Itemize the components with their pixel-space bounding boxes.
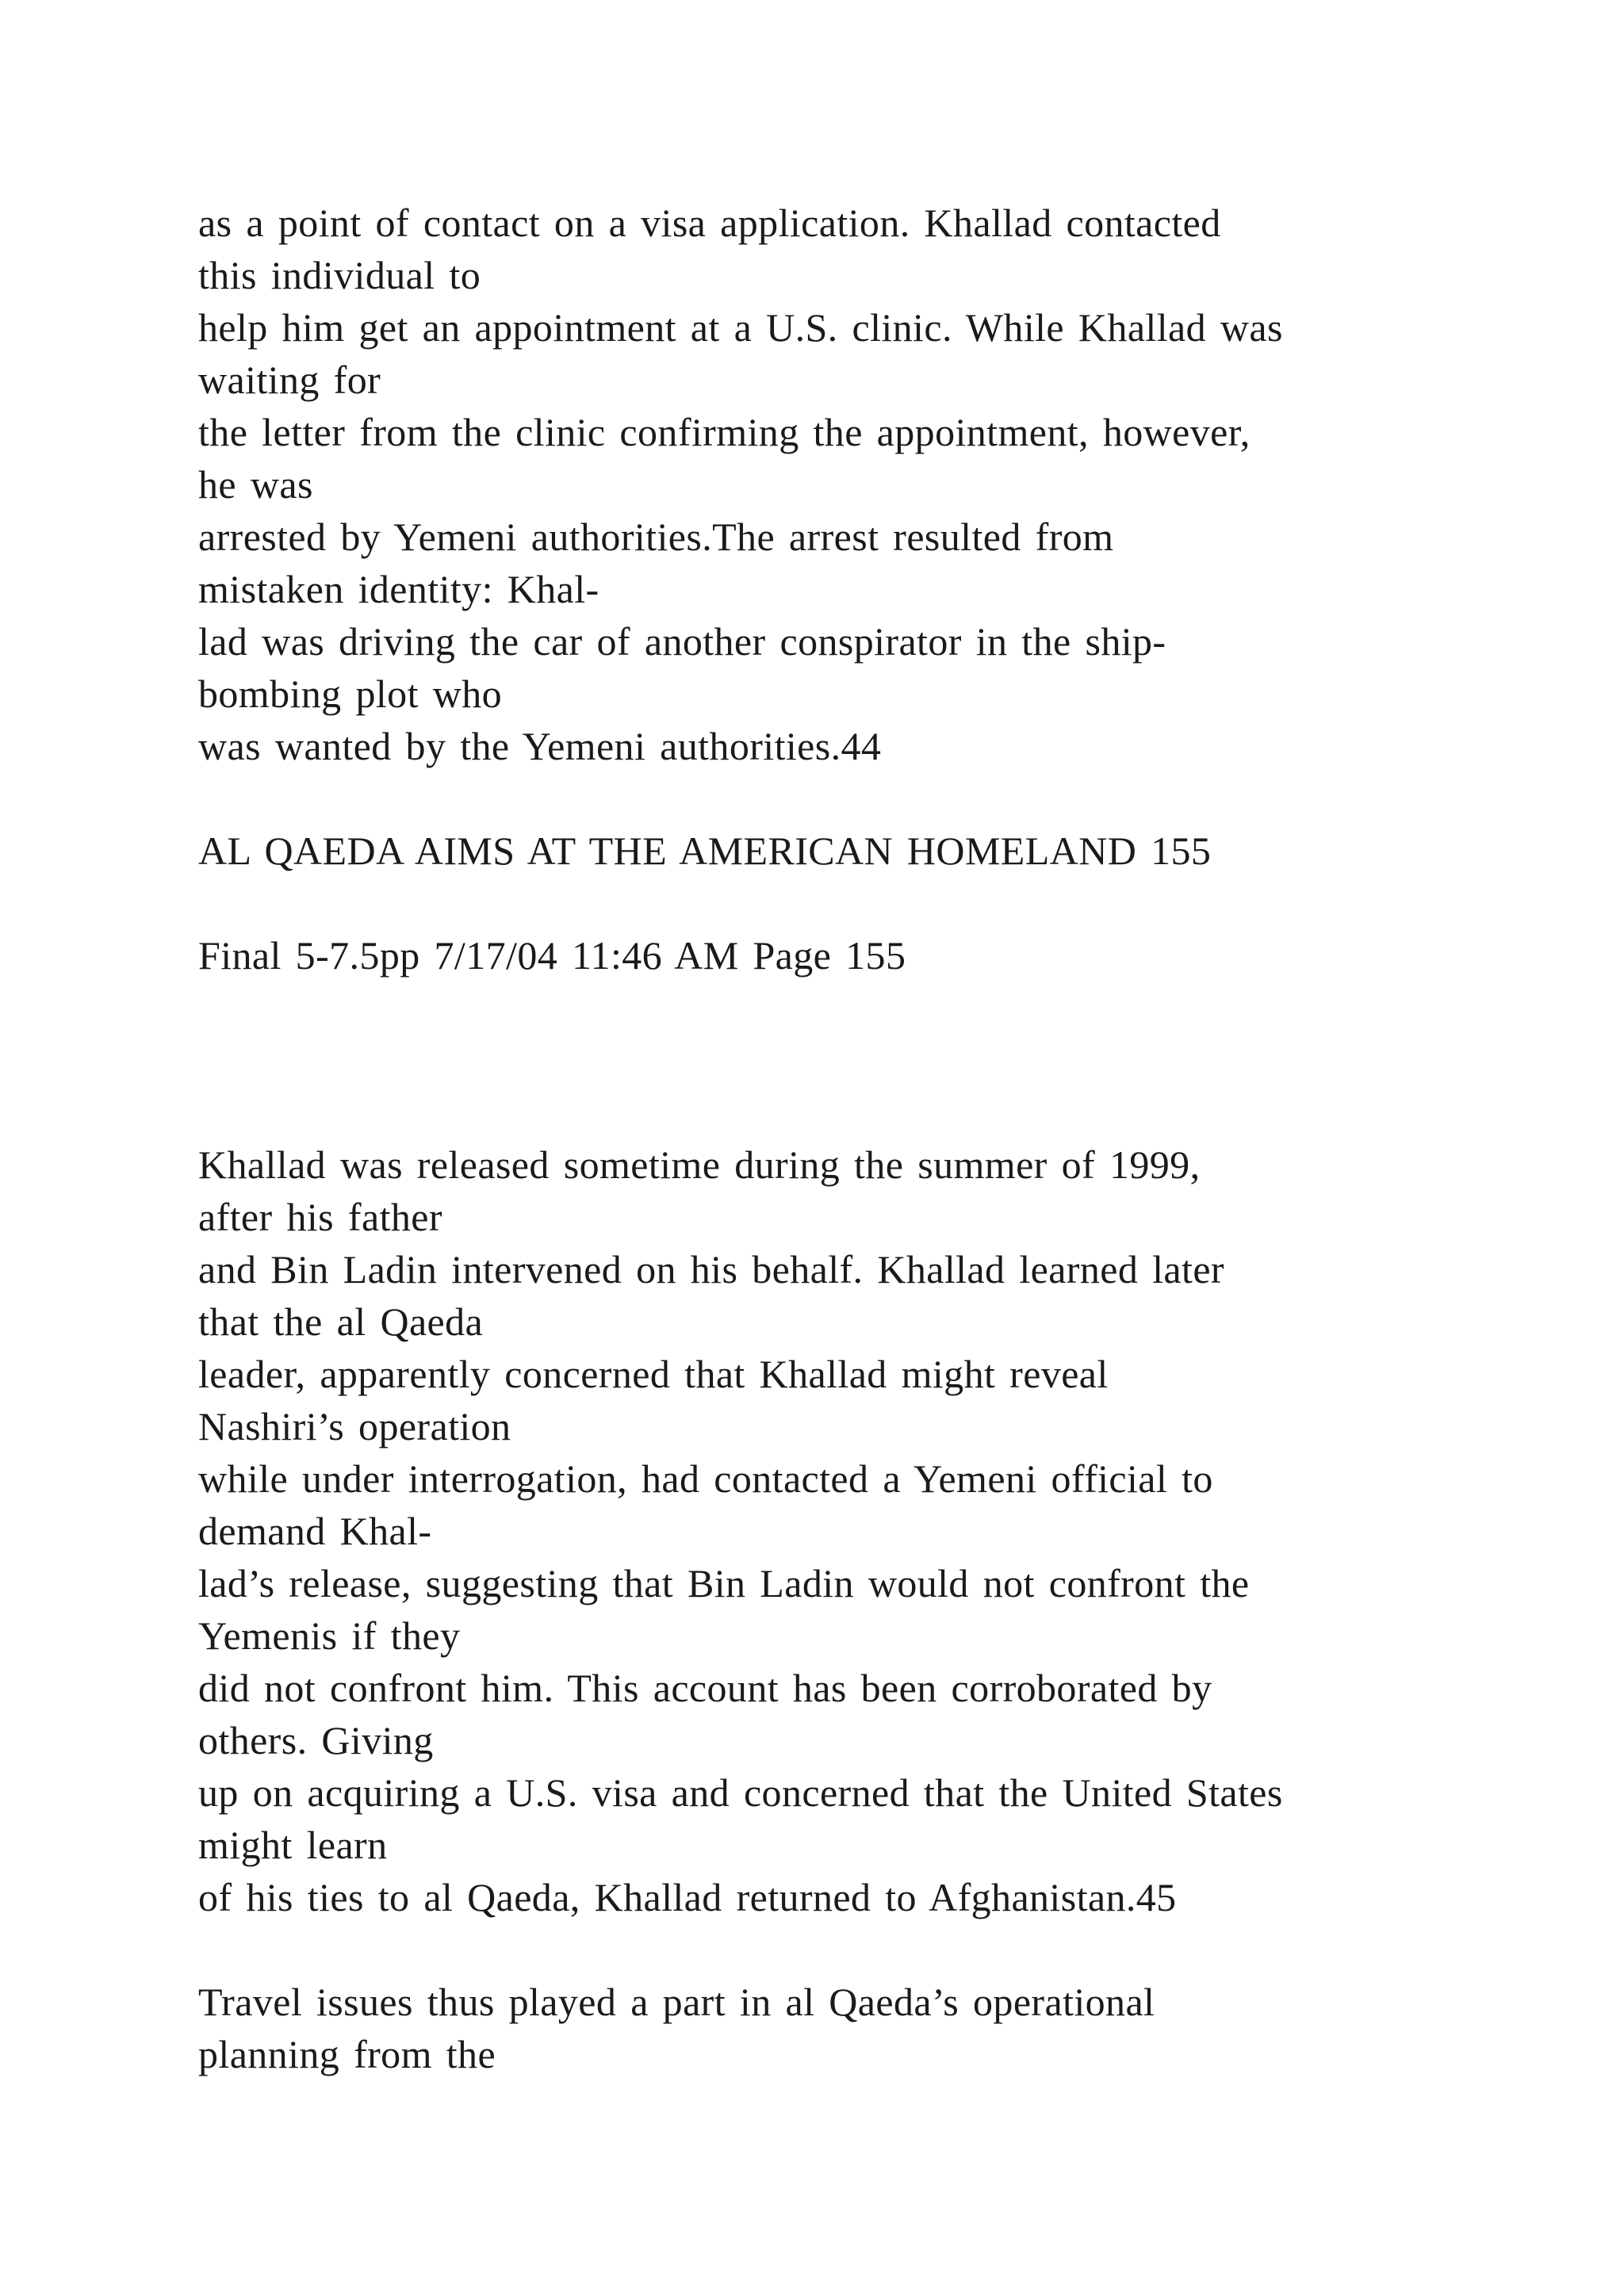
text-line: arrested by Yemeni authorities.The arrest resulted from [198, 515, 1114, 559]
text-line: up on acquiring a U.S. visa and concerned that the United States [198, 1770, 1283, 1815]
text-line: of his ties to al Qaeda, Khallad returned to Afghanistan.45 [198, 1875, 1177, 1919]
text-line: mistaken identity: Khal- [198, 567, 599, 611]
text-line: while under interrogation, had contacted a Yemeni official to [198, 1456, 1213, 1501]
text-line: as a point of contact on a visa application. Khallad contacted [198, 201, 1221, 245]
page-slug: Final 5-7.5pp 7/17/04 11:46 AM Page 155 [198, 933, 906, 978]
text-line: lad’s release, suggesting that Bin Ladin would not confront the [198, 1561, 1250, 1605]
text-line: planning from the [198, 2032, 496, 2076]
text-line: waiting for [198, 358, 381, 402]
text-line: leader, apparently concerned that Khallad might reveal [198, 1352, 1109, 1396]
text-line: lad was driving the car of another conspirator in the ship- [198, 619, 1166, 664]
text-line: after his father [198, 1195, 442, 1239]
text-line: did not confront him. This account has been corroborated by [198, 1666, 1212, 1710]
text-line: Travel issues thus played a part in al Qaeda’s operational [198, 1980, 1155, 2024]
text-line: and Bin Ladin intervened on his behalf. Khallad learned later [198, 1247, 1224, 1292]
text-line: Yemenis if they [198, 1613, 461, 1658]
text-line: the letter from the clinic confirming the appointment, however, [198, 410, 1251, 454]
text-line: help him get an appointment at a U.S. clinic. While Khallad was [198, 305, 1283, 350]
text-line: he was [198, 462, 313, 507]
text-line: was wanted by the Yemeni authorities.44 [198, 724, 882, 768]
text-line: bombing plot who [198, 672, 503, 716]
text-line: Nashiri’s operation [198, 1404, 511, 1448]
text-line: this individual to [198, 253, 481, 297]
text-line: might learn [198, 1823, 388, 1867]
text-line: demand Khal- [198, 1509, 432, 1553]
text-line: that the al Qaeda [198, 1299, 484, 1344]
text-line: Khallad was released sometime during the summer of 1999, [198, 1142, 1201, 1187]
text-line: others. Giving [198, 1718, 434, 1762]
running-header: AL QAEDA AIMS AT THE AMERICAN HOMELAND 155 [198, 828, 1212, 873]
